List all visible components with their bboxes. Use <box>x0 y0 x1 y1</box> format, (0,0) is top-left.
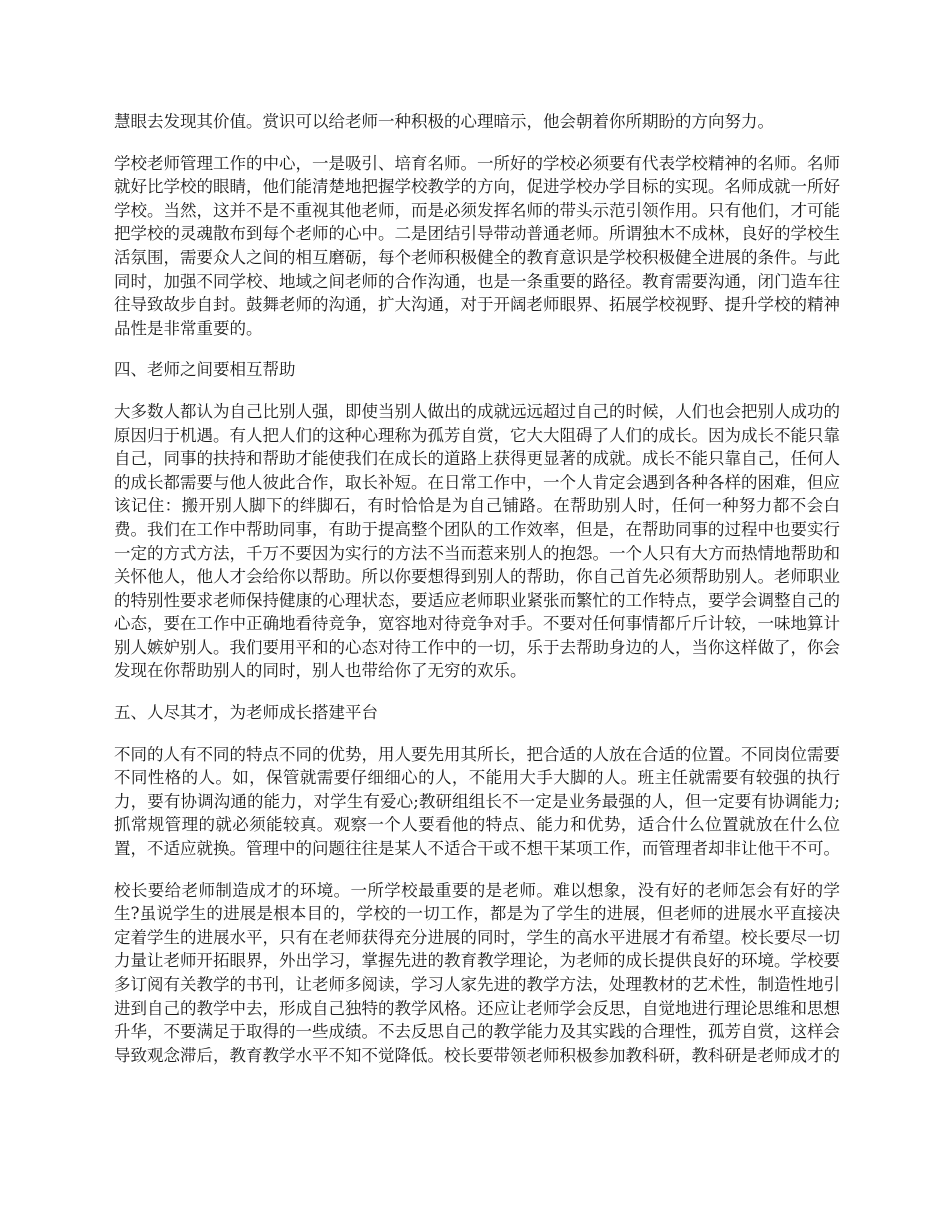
document-page <box>114 110 840 1085</box>
paragraph-principal-environment: 校长要给老师制造成才的环境。一所学校最重要的是老师。难以想象，没有好的老师怎会有好的学生?虽说学生的进展是根本目的，学校的一切工作，都是为了学生的进展，但老师的进展水平直接决定着学生的进展水平，只有在老师获得充分进展的同时，学生的高水平进展才有希望。校长要尽一切力量让老师开拓眼界，外出学习，掌握先进的教育教学理论，为老师的成长提供良好的环境。学校要多订阅有关教学的书刊，让老师多阅读，学习人家先进的教学方法，处理教材的艺术性，制造性地引进到自己的教学中去，形成自己独特的教学风格。还应让老师学会反思，自觉地进行理论思维和思想升华，不要满足于取得的一些成绩。不去反思自己的教学能力及其实践的合理性，孤芳自赏，这样会导致观念滞后，教育教学水平不知不觉降低。校长要带领老师积极参加教科研，教科研是老师成才的 <box>114 880 840 1065</box>
paragraph-right-person-right-place: 不同的人有不同的特点不同的优势，用人要先用其所长，把合适的人放在合适的位置。不同岗位需要不同性格的人。如，保管就需要仔细细心的人，不能用大手大脚的人。班主任就需要有较强的执行力，要有协调沟通的能力，对学生有爱心;教研组组长不一定是业务最强的人，但一定要有协调能力;抓常规管理的就必须能较真。观察一个人要看他的特点、能力和优势，适合什么位置就放在什么位置，不适应就换。管理中的问题往往是某人不适合干或不想干某项工作，而管理者却非让他干不可。 <box>114 744 840 859</box>
paragraph-mutual-help: 大多数人都认为自己比别人强，即使当别人做出的成就远远超过自己的时候，人们也会把别人成功的原因归于机遇。有人把人们的这种心理称为孤芳自赏，它大大阻碍了人们的成长。因为成长不能只靠自己，同事的扶持和帮助才能使我们在成长的道路上获得更显著的成就。成长不能只靠自己，任何人的成长都需要与他人彼此合作，取长补短。在日常工作中，一个人肯定会遇到各种各样的困难，但应该记住：搬开别人脚下的绊脚石，有时恰恰是为自己铺路。在帮助别人时，任何一种努力都不会白费。我们在工作中帮助同事，有助于提高整个团队的工作效率，但是，在帮助同事的过程中也要实行一定的方式方法，千万不要因为实行的方法不当而惹来别人的抱怨。一个人只有大方而热情地帮助和关怀他人，他人才会给你以帮助。所以你要想得到别人的帮助，你自己首先必须帮助别人。老师职业的特别性要求老师保持健康的心理状态，要适应老师职业紧张而繁忙的工作特点，要学会调整自己的心态，要在工作中正确地看待竞争，宽容地对待竞争对手。不要对任何事情都斤斤计较，一味地算计别人嫉妒别人。我们要用平和的心态对待工作中的一切，乐于去帮助身边的人，当你这样做了，你会发现在你帮助别人的同时，别人也带给你了无穷的欢乐。 <box>114 401 840 681</box>
paragraph-famous-teachers: 学校老师管理工作的中心，一是吸引、培育名师。一所好的学校必须要有代表学校精神的名师。名师就好比学校的眼睛，他们能清楚地把握学校教学的方向，促进学校办学目标的实现。名师成就一所好学校。当然，这并不是不重视其他老师，而是必须发挥名师的带头示范引领作用。只有他们，才可能把学校的灵魂散布到每个老师的心中。二是团结引导带动普通老师。所谓独木不成林，良好的学校生活氛围，需要众人之间的相互磨砺，每个老师积极健全的教育意识是学校积极健全进展的条件。与此同时，加强不同学校、地域之间老师的合作沟通，也是一条重要的路径。教育需要沟通，闭门造车往往导致故步自封。鼓舞老师的沟通，扩大沟通，对于开阔老师眼界、拓展学校视野、提升学校的精神品性是非常重要的。 <box>114 153 840 338</box>
section-heading-growth-platform: 五、人尽其才，为老师成长搭建平台 <box>114 703 378 723</box>
paragraph-appreciation-continued: 慧眼去发现其价值。赏识可以给老师一种积极的心理暗示，他会朝着你所期盼的方向努力。 <box>114 112 774 131</box>
section-heading-mutual-help: 四、老师之间要相互帮助 <box>114 360 296 380</box>
